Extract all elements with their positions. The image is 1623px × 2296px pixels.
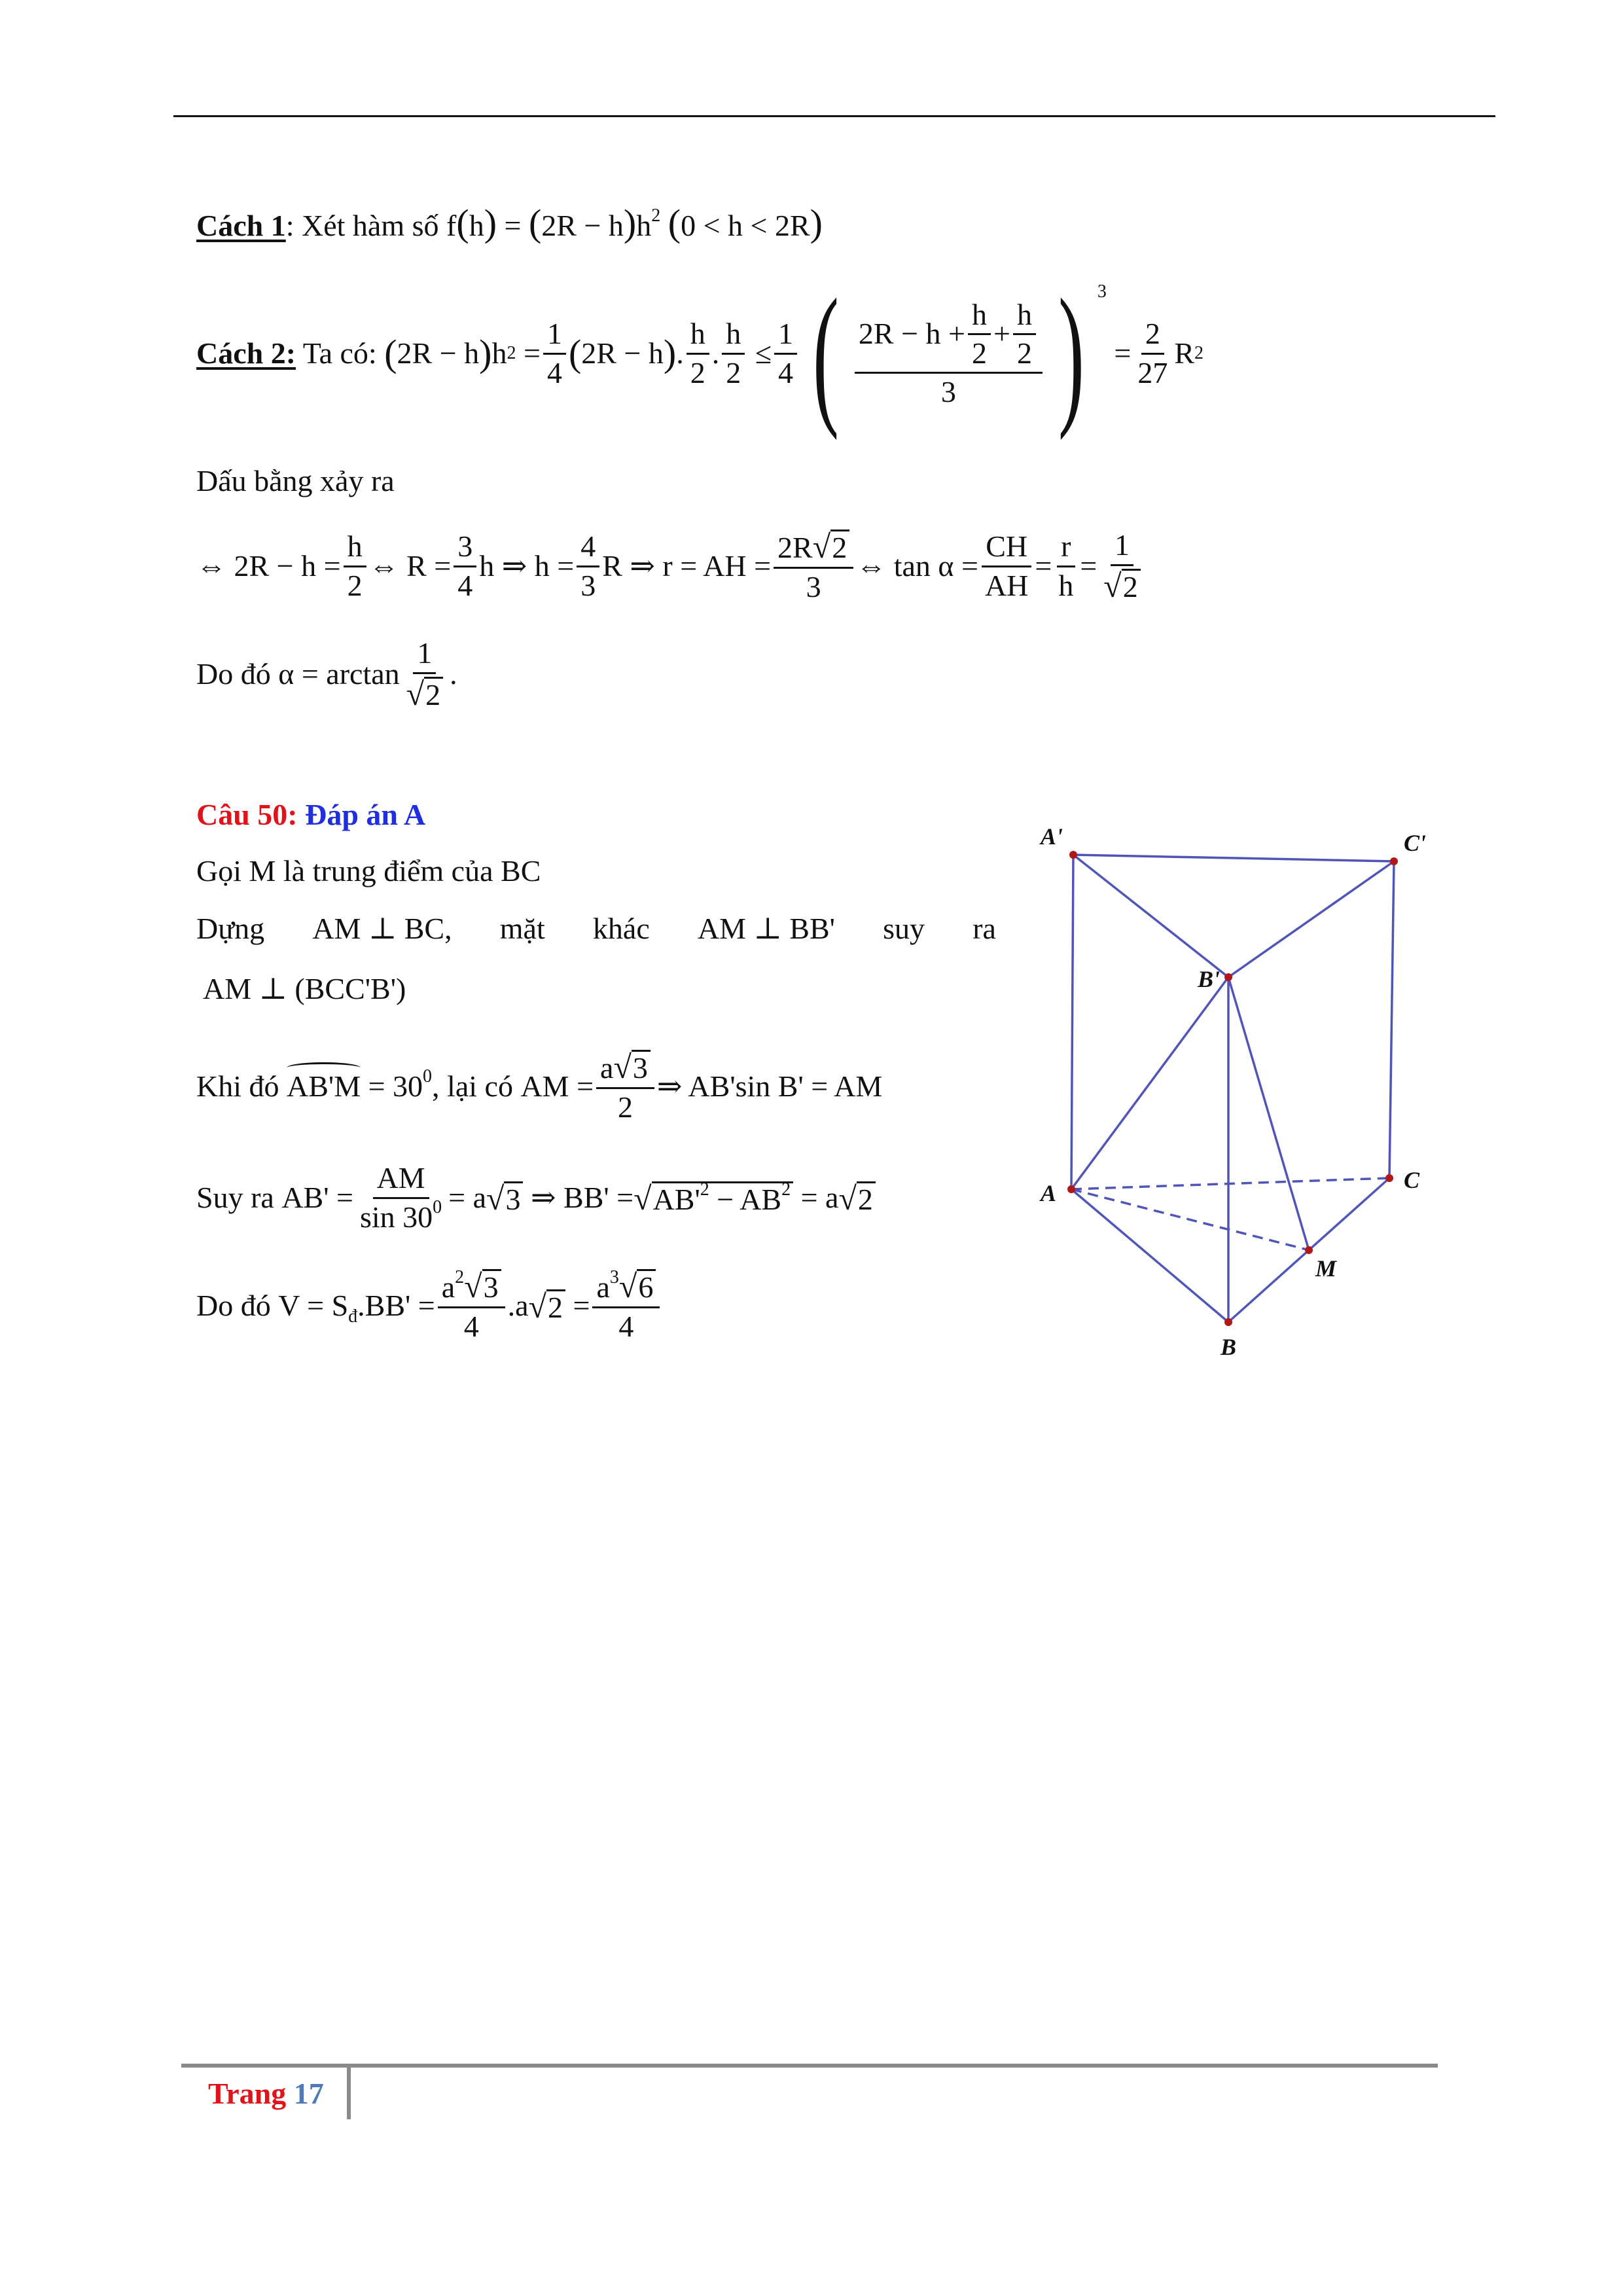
khac-word: khác: [592, 912, 650, 945]
label-c: C: [1404, 1167, 1420, 1193]
header-rule: [173, 115, 1495, 117]
am-perp-bb: AM ⊥ BB': [697, 912, 835, 945]
point-a: [1067, 1185, 1075, 1193]
cach1-line: [196, 204, 823, 242]
cach2-text: Ta có:: [296, 336, 385, 370]
label-bprime: B': [1198, 966, 1221, 992]
edge-aprime-cprime: [1073, 855, 1394, 861]
point-bprime: [1224, 973, 1232, 981]
cach1-label: Cách 1: [196, 209, 286, 242]
edge-a-bprime: [1071, 977, 1228, 1189]
footer-rule: [181, 2064, 1438, 2068]
cau50-line2: [196, 914, 996, 944]
khi-do-text: Khi đó: [196, 1069, 287, 1103]
point-aprime: [1069, 851, 1077, 859]
lai-co-text: , lại có: [432, 1069, 521, 1103]
mat-word: mặt: [499, 912, 545, 945]
equivalence-chain: ⇔ 2R − h = $\frac{h}{2}$ ⇔ R = $\frac{3}{4}$ h ⇒ h = $\frac{4}{3}$ R ⇒ r = AH = 2R √ 2 3 ⇔ tan α = $\frac{CH}{AH}$ = $\frac{r}{h}$ = 1 √ 2: [196, 520, 1147, 612]
edge-bprime-m: [1228, 977, 1309, 1250]
label-b: B: [1221, 1334, 1237, 1360]
suy-ra-line: Suy ra AB' = $\frac{AM}{\sin 30^0}$ = a √ 3 ⇒ BB' = √ $AB'^2 - AB^2$ = a √ 2: [196, 1152, 876, 1244]
prism-figure: [1021, 812, 1479, 1374]
cau50-line1: Gọi M là trung điểm của BC: [196, 854, 541, 888]
point-b: [1224, 1318, 1232, 1326]
label-m: M: [1315, 1255, 1337, 1282]
do-do-text: Do đó: [196, 1289, 279, 1322]
cach2-label: Cách 2:: [196, 336, 296, 370]
cau50-line3: AM ⊥ (BCC'B'): [203, 972, 406, 1005]
point-c: [1385, 1174, 1393, 1182]
edge-cprime-bprime: [1228, 861, 1394, 977]
edge-a-b: [1071, 1189, 1228, 1322]
footer-divider: [347, 2064, 351, 2119]
dau-bang-text: Dấu bằng xảy ra: [196, 464, 395, 497]
page-value: 17: [293, 2077, 324, 2110]
edge-a-c-dashed: [1071, 1178, 1389, 1189]
do-do-alpha: Do đó α = arctan 1 √ 2 .: [196, 636, 457, 712]
suy-word: suy: [883, 912, 925, 945]
cach1-formula: $f(h) = (2R - h)h^2$ (0 < h < 2R): [446, 202, 823, 244]
cau50-title: [196, 800, 425, 830]
am-perp-bc: AM ⊥ BC,: [312, 912, 452, 945]
edge-cprime-c: [1389, 861, 1394, 1178]
point-m: [1305, 1246, 1313, 1254]
edge-aprime-a: [1071, 855, 1073, 1189]
cach2-formula: ( 2R − h ) h 2 = $\frac{1}{4}$ ( 2R − h ) . $\frac{h}{2}$ . $\frac{h}{2}$ ≤ $\frac{1}{4}$ ( 2R − h + $\frac{h}{2}$ + $\frac{h}{2}$ 3 ) 3 = $\frac{2}{27}$ R 2: [384, 266, 1204, 440]
page-number: [208, 2076, 324, 2111]
page-label: Trang: [208, 2077, 287, 2110]
ra-word: ra: [972, 912, 996, 945]
label-aprime: A': [1041, 823, 1063, 850]
cau50-title-blue: Đáp án A: [305, 798, 426, 831]
do-do-1-text: Do đó: [196, 657, 279, 691]
point-cprime: [1390, 857, 1398, 865]
khi-do-line: Khi đó AB'M = $30^0$ , lại có AM = a √ 3 2 ⇒ AB'sin B' = AM: [196, 1049, 883, 1124]
do-do-volume: Do đó $V = S_đ.BB'$ = $a^2$ √ 3 4 .a √ 2 = $a^3$ √ 6 4: [196, 1260, 662, 1352]
cach2-line: [196, 268, 1204, 439]
dung-word: Dựng: [196, 912, 265, 945]
cach1-text: : Xét hàm số: [285, 209, 447, 242]
label-a: A: [1041, 1180, 1057, 1206]
cau50-title-red: Câu 50:: [196, 798, 298, 831]
edge-aprime-bprime: [1073, 855, 1228, 977]
label-cprime: C': [1404, 830, 1427, 856]
suy-ra-text: Suy ra: [196, 1181, 282, 1214]
